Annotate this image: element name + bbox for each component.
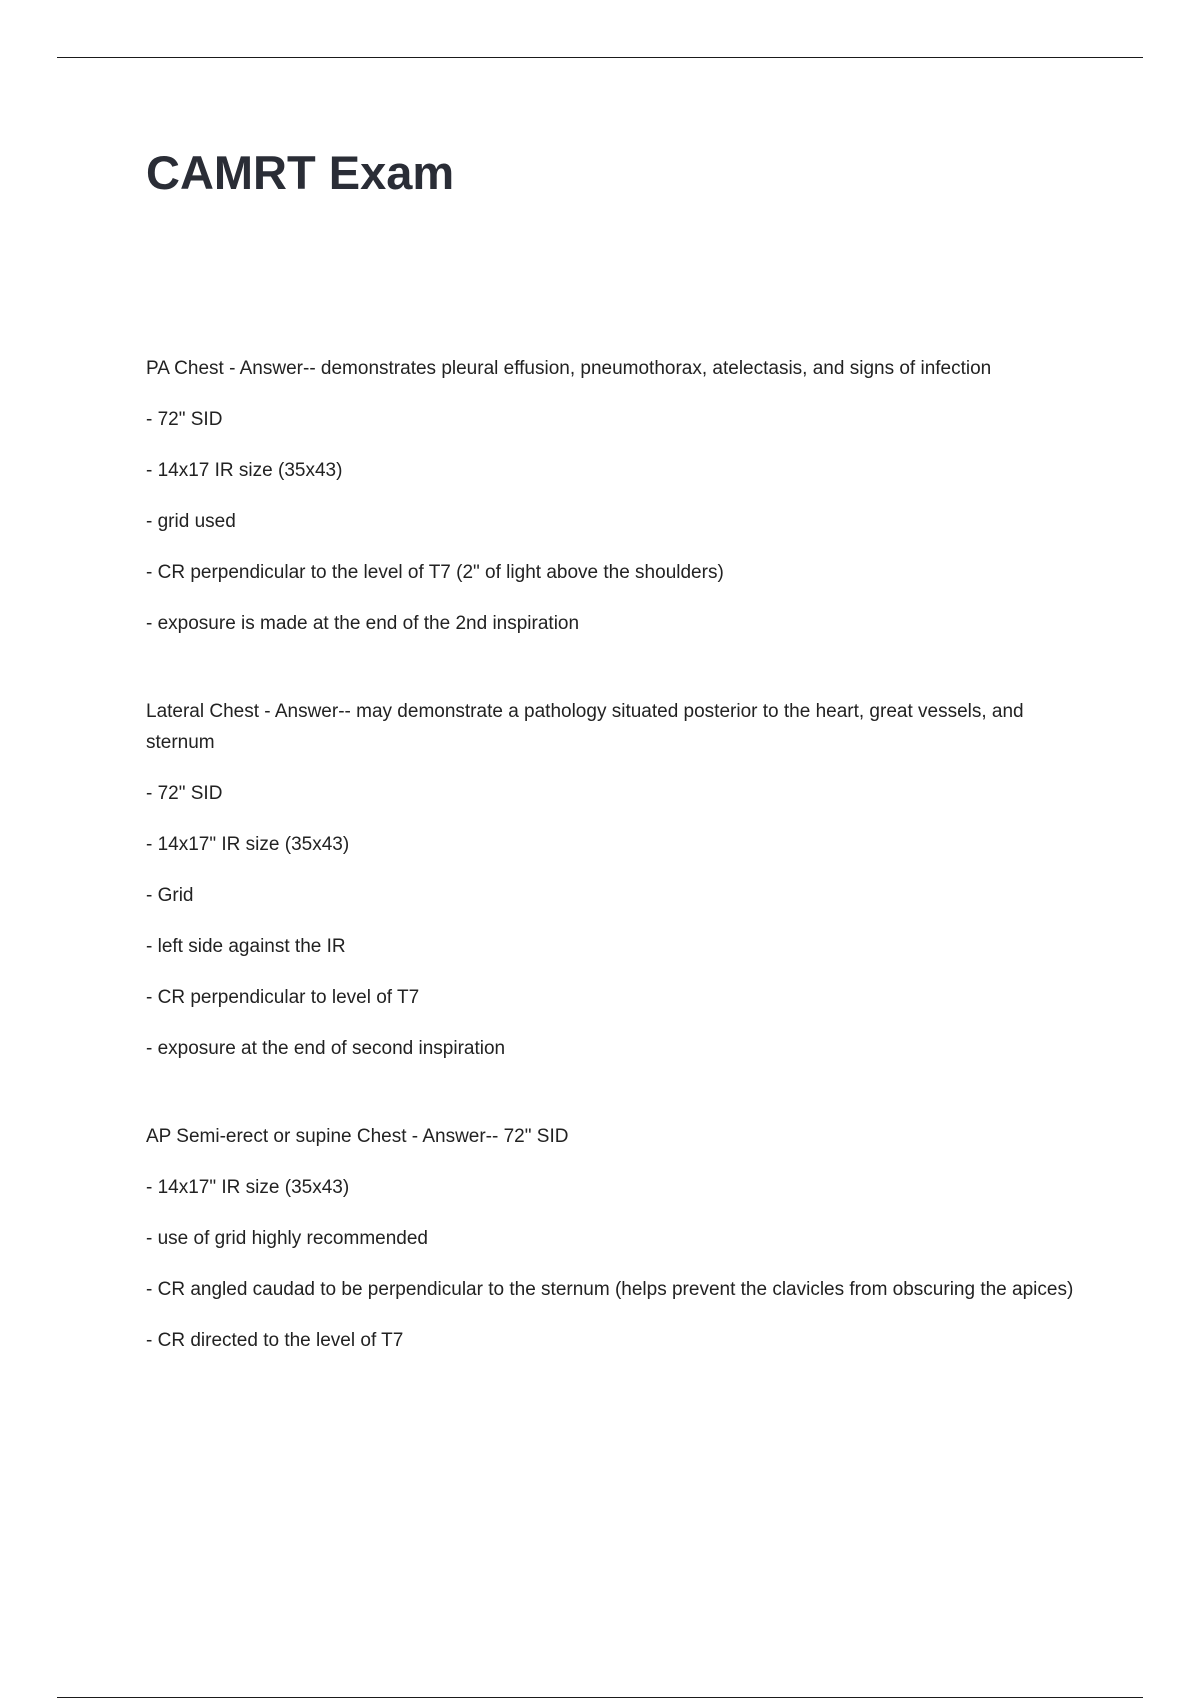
qa-answer-line: - 14x17 IR size (35x43) [146,460,343,481]
qa-block-lateral-chest [146,696,1096,1064]
qa-question-line: PA Chest - Answer-- demonstrates pleural effusion, pneumothorax, atelectasis, and signs of infection [146,358,992,379]
qa-answer-line: - exposure is made at the end of the 2nd inspiration [146,613,580,634]
qa-answer-line: - 14x17" IR size (35x43) [146,1177,350,1198]
top-rule [57,57,1143,58]
qa-answer-line: - 72" SID [146,783,223,804]
qa-answer-line: - Grid [146,885,194,906]
qa-answer-line: - CR perpendicular to level of T7 [146,987,420,1008]
qa-question-line: Lateral Chest - Answer-- may demonstrate a pathology situated posterior to the heart, great vessels, and sternum [146,701,1024,753]
qa-block-ap-chest [146,1121,1096,1356]
bottom-rule [57,1697,1143,1698]
qa-answer-line: - 14x17" IR size (35x43) [146,834,350,855]
document-body [146,353,1096,1356]
qa-block-pa-chest [146,353,1096,639]
qa-answer-line: - grid used [146,511,236,532]
qa-answer-line: - CR angled caudad to be perpendicular to the sternum (helps prevent the clavicles from obscuring the apices) [146,1279,1074,1300]
qa-answer-line: - 72" SID [146,409,223,430]
qa-answer-line: - left side against the IR [146,936,346,957]
qa-answer-line: - exposure at the end of second inspiration [146,1038,506,1059]
qa-answer-line: - use of grid highly recommended [146,1228,428,1249]
qa-answer-line: - CR perpendicular to the level of T7 (2" of light above the shoulders) [146,562,724,583]
page-title: CAMRT Exam [146,146,455,199]
qa-question-line: AP Semi-erect or supine Chest - Answer-- 72" SID [146,1126,569,1147]
qa-answer-line: - CR directed to the level of T7 [146,1330,404,1351]
